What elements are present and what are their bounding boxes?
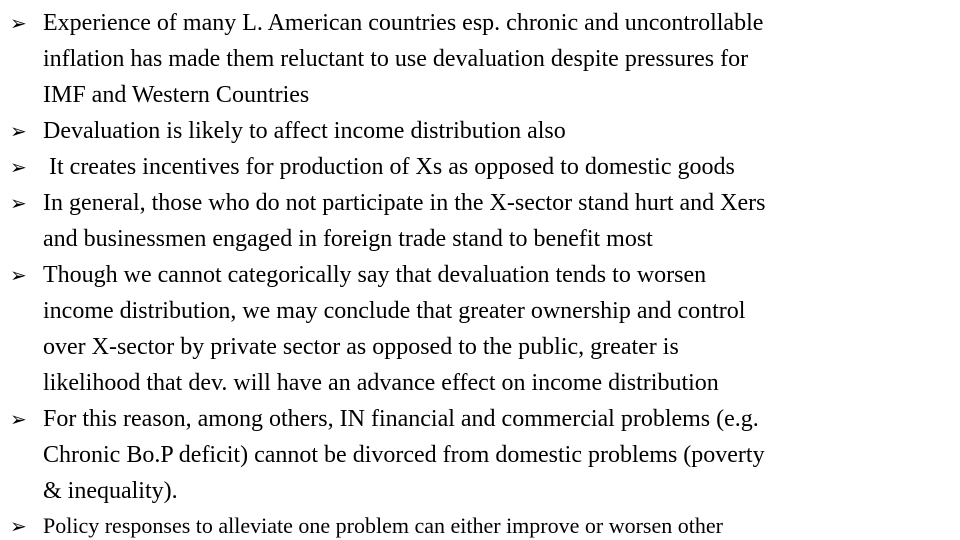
bullet-item-worsen-distribution (10, 257, 950, 401)
bullet-text-line: and businessmen engaged in foreign trade stand to benefit most (43, 226, 653, 252)
bullet-item-income-distribution (10, 113, 950, 149)
arrow-bullet-icon: ➢ (10, 11, 27, 35)
bullet-item-incentives (10, 149, 950, 185)
arrow-bullet-icon: ➢ (10, 514, 27, 538)
bullet-list (10, 5, 950, 540)
arrow-bullet-icon: ➢ (10, 407, 27, 431)
bullet-text-line: income distribution, we may conclude that greater ownership and control (43, 298, 746, 324)
bullet-text-line: Chronic Bo.P deficit) cannot be divorced from domestic problems (poverty (43, 442, 765, 468)
bullet-text-line: It creates incentives for production of Xs as opposed to domestic goods (43, 154, 735, 180)
bullet-item-x-sector (10, 185, 950, 257)
arrow-bullet-icon: ➢ (10, 155, 27, 179)
bullet-text-line: In general, those who do not participate in the X-sector stand hurt and Xers (43, 190, 766, 216)
bullet-text-line: inflation has made them reluctant to use devaluation despite pressures for (43, 46, 749, 72)
arrow-bullet-icon: ➢ (10, 191, 27, 215)
bullet-item-domestic-problems (10, 401, 950, 509)
bullet-text-line: For this reason, among others, IN financial and commercial problems (e.g. (43, 406, 759, 432)
bullet-text-line: Devaluation is likely to affect income distribution also (43, 118, 566, 144)
bullet-item-experience (10, 5, 950, 113)
arrow-bullet-icon: ➢ (10, 263, 27, 287)
bullet-text-line: IMF and Western Countries (43, 82, 310, 108)
bullet-text-line: likelihood that dev. will have an advance effect on income distribution (43, 370, 719, 396)
bullet-text-line: & inequality). (43, 478, 178, 504)
bullet-text-line: Though we cannot categorically say that devaluation tends to worsen (43, 262, 707, 288)
bullet-item-policy-responses (10, 509, 950, 540)
bullet-text-line: Policy responses to alleviate one problem can either improve or worsen other (43, 513, 723, 538)
bullet-text-line: Experience of many L. American countries esp. chronic and uncontrollable (43, 10, 764, 36)
arrow-bullet-icon: ➢ (10, 119, 27, 143)
bullet-text-line: over X-sector by private sector as opposed to the public, greater is (43, 334, 679, 360)
